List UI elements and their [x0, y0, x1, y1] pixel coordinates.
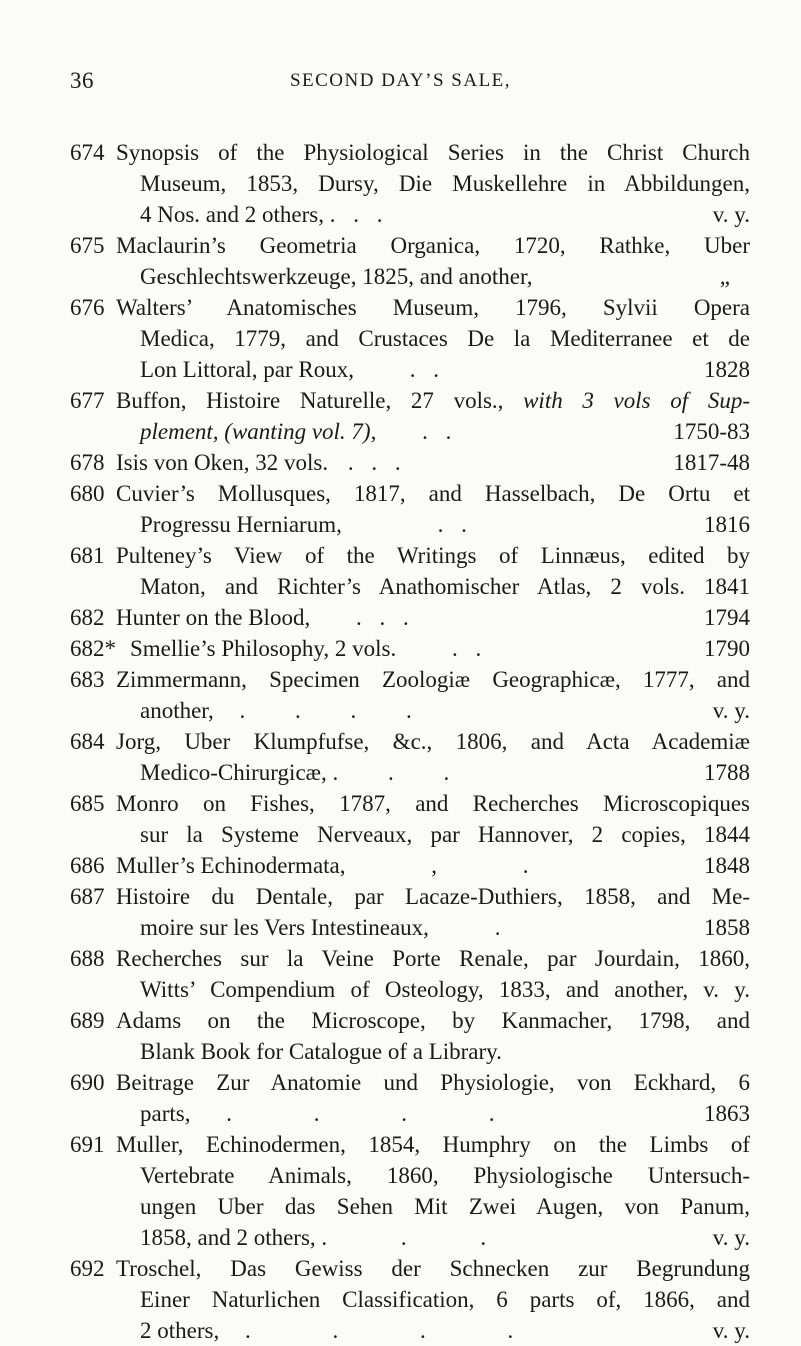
leader-dots: . .: [422, 419, 458, 444]
lot-692: [70, 1253, 750, 1346]
running-title: SECOND DAY’S SALE,: [289, 70, 512, 91]
leader-dots: . . . .: [239, 698, 434, 723]
lot-675: [70, 230, 750, 292]
lot-683: [70, 664, 750, 726]
lot-681: [70, 540, 750, 602]
leader-dots: . . .: [347, 450, 407, 475]
lot-number: 688: [70, 946, 105, 971]
lot-685: [70, 788, 750, 850]
lot-number: 677: [70, 388, 105, 413]
lot-text: Pulteney’s View of the Writings of Linnæus, edited by: [116, 543, 750, 568]
lot-text: Maclaurin’s Geometria Organica, 1720, Rathke, Uber: [116, 233, 750, 258]
ditto-mark: „: [719, 264, 730, 289]
lot-text: Witts’ Compendium of Osteology, 1833, and another, v. y.: [140, 977, 750, 1002]
lot-680: [70, 478, 750, 540]
lot-date: 1750-83: [673, 419, 750, 444]
lot-text: Monro on Fishes, 1787, and Recherches Microscopiques: [116, 791, 750, 816]
lot-date: 1848: [704, 853, 750, 878]
lot-text: Beitrage Zur Anatomie und Physiologie, von Eckhard, 6: [116, 1070, 750, 1095]
lot-677: [70, 385, 750, 447]
lot-text: Einer Naturlichen Classification, 6 parts of, 1866, and: [140, 1287, 750, 1312]
lot-688: [70, 943, 750, 1005]
leader-dots: . . . .: [244, 1318, 552, 1343]
lot-date: v. y.: [712, 1318, 750, 1343]
leader-dots: . . . .: [226, 1101, 533, 1126]
lot-674: [70, 137, 750, 230]
lot-text-italic: plement, (wanting vol. 7),: [140, 419, 377, 444]
lot-date: 1828: [704, 357, 750, 382]
lot-text-italic: with 3 vols of Sup-: [523, 388, 750, 413]
leader-dots: , .: [431, 853, 569, 878]
lot-690: [70, 1067, 750, 1129]
lot-text: Recherches sur la Veine Porte Renale, par Jourdain, 1860,: [116, 946, 750, 971]
lot-text: Progressu Herniarum,: [140, 512, 342, 537]
lot-text: Maton, and Richter’s Anathomischer Atlas, 2 vols. 1841: [140, 574, 750, 599]
lot-date: v. y.: [712, 202, 750, 227]
leader-dots: . .: [437, 512, 473, 537]
lot-number: 685: [70, 791, 105, 816]
lot-number: 676: [70, 295, 105, 320]
lot-number: 686: [70, 853, 105, 878]
lot-number: 678: [70, 450, 105, 475]
lot-text: Jorg, Uber Klumpfufse, &c., 1806, and Acta Academiæ: [116, 729, 750, 754]
lot-date: 1788: [704, 760, 750, 785]
lot-687: [70, 881, 750, 943]
lot-number: 680: [70, 481, 105, 506]
leader-dots: . . .: [321, 1225, 521, 1250]
lot-number: 691: [70, 1132, 105, 1157]
lot-number: 689: [70, 1008, 105, 1033]
leader-dots: . . .: [332, 760, 472, 785]
lot-684: [70, 726, 750, 788]
lot-date: 1817-48: [673, 450, 750, 475]
leader-dots: . . .: [355, 605, 415, 630]
lot-number: 681: [70, 543, 105, 568]
lot-date: 1816: [704, 512, 750, 537]
lot-number: 682*: [70, 636, 116, 661]
lot-text: Muller, Echinodermen, 1854, Humphry on the Limbs of: [116, 1132, 750, 1157]
lot-text: Medico-Chirurgicæ,: [140, 760, 327, 785]
lot-text: moire sur les Vers Intestineaux,: [140, 915, 429, 940]
lot-text: Museum, 1853, Dursy, Die Muskellehre in Abbildungen,: [140, 171, 750, 196]
lot-date: v. y.: [712, 698, 750, 723]
lot-number: 675: [70, 233, 105, 258]
leader-dots: . . .: [329, 202, 389, 227]
lot-text: sur la Systeme Nerveaux, par Hannover, 2 copies, 1844: [140, 822, 750, 847]
lot-text: Smellie’s Philosophy, 2 vols.: [130, 636, 397, 661]
lot-text: Adams on the Microscope, by Kanmacher, 1798, and: [116, 1008, 750, 1033]
lot-text: Troschel, Das Gewiss der Schnecken zur Begrundung: [116, 1256, 750, 1281]
leader-dots: . .: [451, 636, 488, 661]
lot-number: 684: [70, 729, 105, 754]
page-number: 36: [70, 68, 94, 93]
lot-date: 1794: [704, 605, 750, 630]
lot-text: Isis von Oken, 32 vols.: [116, 450, 329, 475]
leader-dots: . .: [409, 357, 445, 382]
lot-text: Walters’ Anatomisches Museum, 1796, Sylvii Opera: [116, 295, 750, 320]
lot-date: 1790: [704, 636, 750, 661]
lot-text: 4 Nos. and 2 others,: [140, 202, 324, 227]
lot-689: [70, 1005, 750, 1067]
lot-number: 687: [70, 884, 105, 909]
lot-text: Synopsis of the Physiological Series in the Christ Church: [116, 140, 750, 165]
lot-text: Buffon, Histoire Naturelle, 27 vols.,: [116, 388, 504, 413]
lot-text: Muller’s Echinodermata,: [116, 853, 346, 878]
lot-text: Vertebrate Animals, 1860, Physiologische Untersuch-: [140, 1163, 750, 1188]
lot-686: [70, 850, 750, 881]
lot-text: parts,: [140, 1101, 191, 1126]
lot-682-star: [70, 633, 750, 664]
lot-676: [70, 292, 750, 385]
lot-text: another,: [140, 698, 214, 723]
lot-number: 682: [70, 605, 105, 630]
lot-678: [70, 447, 750, 478]
lot-date: 1863: [704, 1101, 750, 1126]
page-header: [0, 68, 801, 98]
lot-date: 1858: [704, 915, 750, 940]
lot-text: Medica, 1779, and Crustaces De la Mediterranee et de: [140, 326, 750, 351]
lot-date: v. y.: [712, 1225, 750, 1250]
lot-text: Zimmermann, Specimen Zoologiæ Geographicæ, 1777, and: [116, 667, 750, 692]
lot-number: 690: [70, 1070, 105, 1095]
lot-text: 2 others,: [140, 1318, 220, 1343]
lot-691: [70, 1129, 750, 1253]
lot-682: [70, 602, 750, 633]
lot-text: Hunter on the Blood,: [116, 605, 311, 630]
lot-text: Lon Littoral, par Roux,: [140, 357, 354, 382]
lot-text: 1858, and 2 others,: [140, 1225, 316, 1250]
lot-text: Geschlechtswerkzeuge, 1825, and another,: [140, 264, 533, 289]
lot-number: 674: [70, 140, 105, 165]
lot-text: Histoire du Dentale, par Lacaze-Duthiers, 1858, and Me-: [116, 884, 750, 909]
catalogue-entries: [70, 137, 750, 1346]
lot-number: 692: [70, 1256, 105, 1281]
leader-dots: .: [494, 915, 507, 940]
lot-text: Blank Book for Catalogue of a Library.: [140, 1039, 502, 1064]
lot-number: 683: [70, 667, 105, 692]
lot-text: ungen Uber das Sehen Mit Zwei Augen, von Panum,: [140, 1194, 750, 1219]
lot-text: Cuvier’s Mollusques, 1817, and Hasselbach, De Ortu et: [116, 481, 750, 506]
